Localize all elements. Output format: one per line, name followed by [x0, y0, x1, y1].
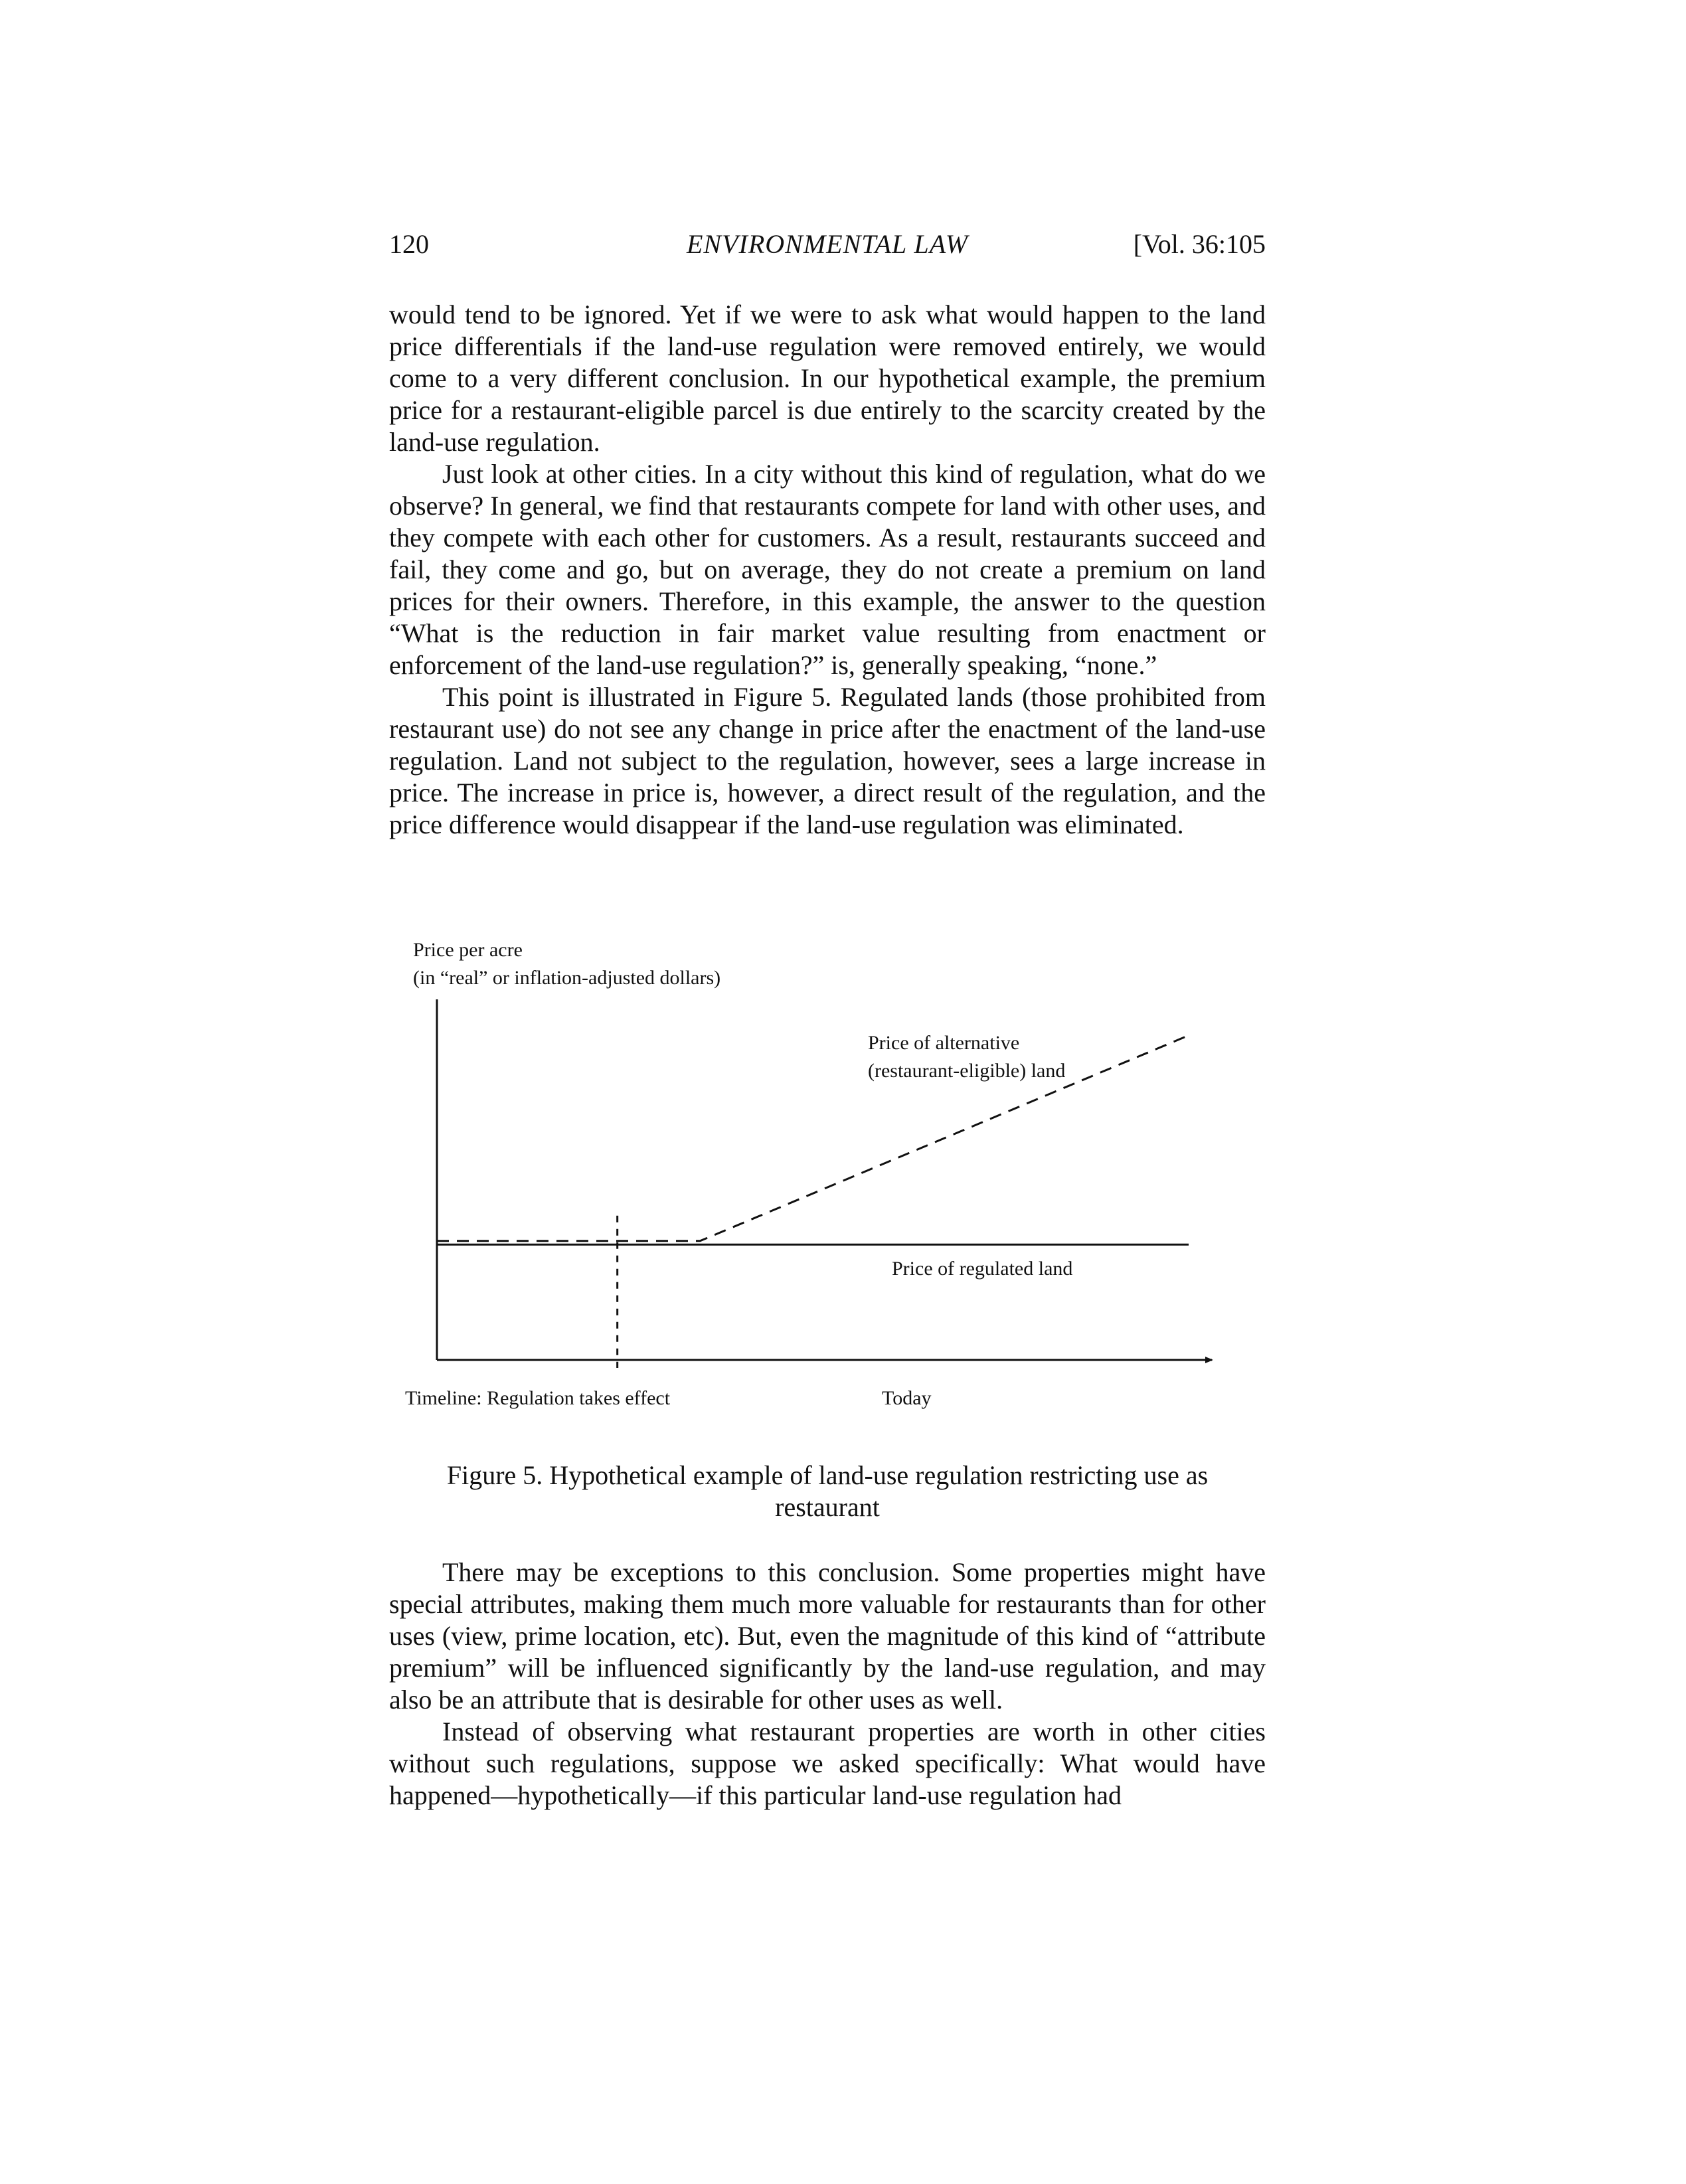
regulated-land-label: Price of regulated land — [892, 1258, 1073, 1280]
x-axis-label-regulation: Timeline: Regulation takes effect — [405, 1387, 671, 1409]
figure-caption — [389, 1460, 1266, 1523]
caption-line-1: Figure 5. Hypothetical example of land-use regulation restricting use as — [446, 1460, 1209, 1490]
caption-line-2: restaurant — [775, 1492, 880, 1522]
x-axis-label-today: Today — [882, 1387, 932, 1409]
paragraph: Just look at other cities. In a city without this kind of regulation, what do we observe? In general, we find that restaurants compete for land with other uses, and they compete with each other for customers. As a result, restaurants succeed and fail, they come and go, but on average, they do not create a premium on land prices for their owners. Therefore, in this example, the answer to the question “What is the reduction in fair market value resulting from enactment or enforcement of the land-use regulation?” is, generally speaking, “none.” — [389, 459, 1266, 680]
paragraph: would tend to be ignored. Yet if we were to ask what would happen to the land price differentials if the land-use regulation were removed entirely, we would come to a very different conclusion. In our hypothetical example, the premium price for a restaurant-eligible parcel is due entirely to the scarcity created by the land-use regulation. — [389, 299, 1266, 457]
journal-title: ENVIRONMENTAL LAW — [686, 229, 969, 259]
volume-citation: [Vol. 36:105 — [1133, 229, 1266, 259]
running-header — [389, 228, 1266, 268]
body-text-top — [389, 299, 1266, 841]
alternative-land-label-line2: (restaurant-eligible) land — [868, 1060, 1066, 1082]
alternative-land-price-line — [437, 1035, 1189, 1241]
figure-5 — [372, 930, 1248, 1428]
paragraph: This point is illustrated in Figure 5. Regulated lands (those prohibited from restaurant use) do not see any change in price after the enactment of the land-use regulation. Land not subject to the regulation, however, sees a large increase in price. The increase in price is, however, a direct result of the regulation, and the price difference would disappear if the land-use regulation was eliminated. — [389, 682, 1266, 839]
y-axis-label-line1: Price per acre — [413, 939, 523, 961]
figure-5-chart — [372, 930, 1248, 1428]
paragraph: There may be exceptions to this conclusion. Some properties might have special attributes, making them much more valuable for restaurants than for other uses (view, prime location, etc). But, even the magnitude of this kind of “attribute premium” will be influenced significantly by the land-use regulation, and may also be an attribute that is desirable for other uses as well. — [389, 1557, 1266, 1715]
y-axis-label-line2: (in “real” or inflation-adjusted dollars) — [413, 967, 721, 989]
paragraph: Instead of observing what restaurant properties are worth in other cities without such regulations, suppose we asked specifically: What would have happened—hypothetically—if this particular land-use regulation had — [389, 1717, 1266, 1810]
body-text-bottom — [389, 1556, 1266, 1811]
alternative-land-label-line1: Price of alternative — [868, 1032, 1020, 1054]
page-number: 120 — [389, 229, 429, 259]
